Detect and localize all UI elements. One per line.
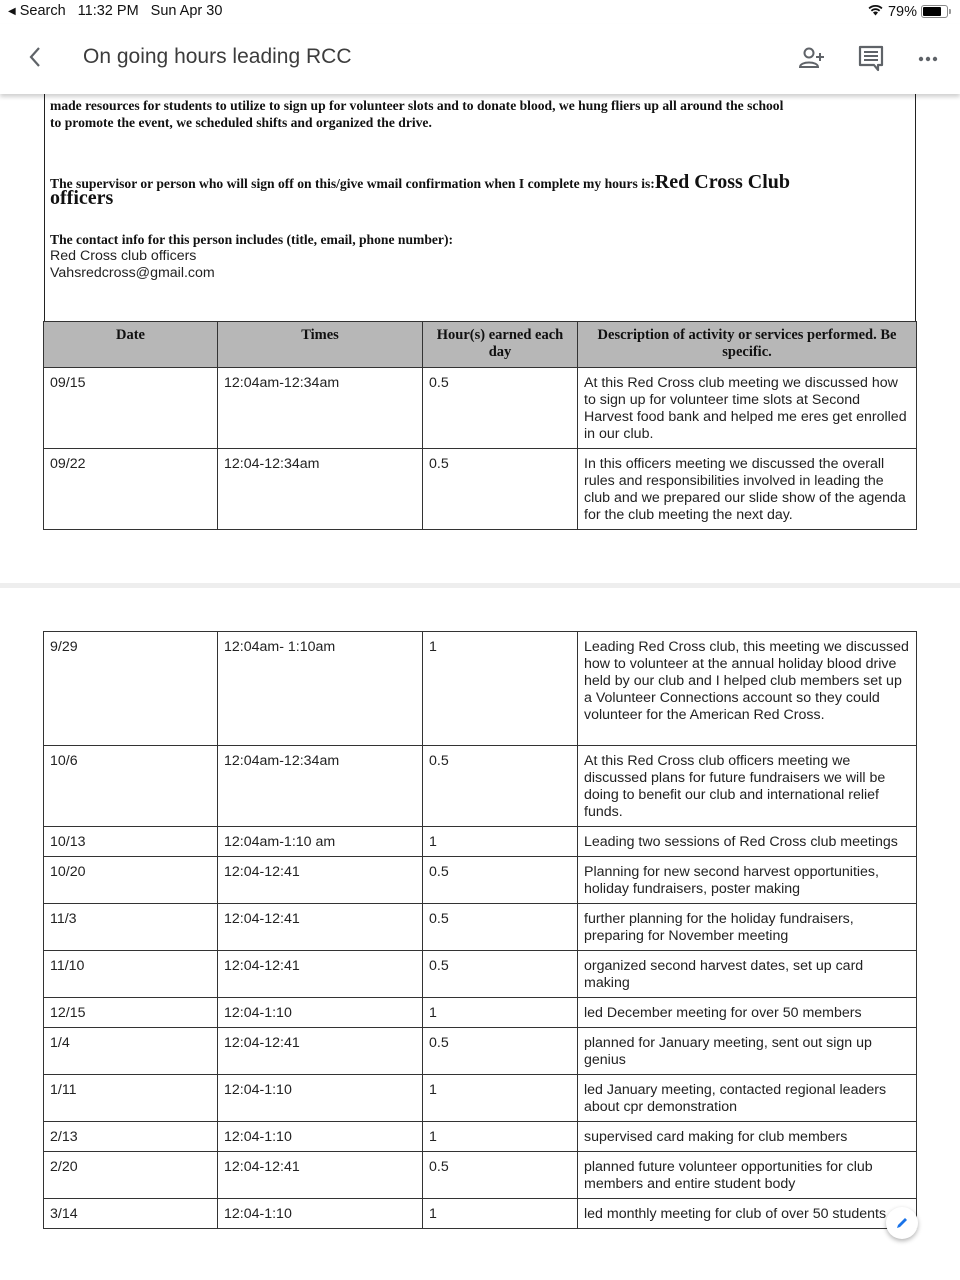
table-row	[44, 1075, 917, 1122]
table-row	[44, 1028, 917, 1075]
cell-hours: 0.5	[423, 1028, 578, 1075]
cell-times: 12:04-12:41	[218, 857, 423, 904]
cell-description: further planning for the holiday fundraisers, preparing for November meeting	[578, 904, 917, 951]
cell-hours: 0.5	[423, 368, 578, 449]
status-bar	[0, 0, 960, 24]
cell-description: led monthly meeting for club of over 50 students	[578, 1199, 917, 1229]
table-row	[44, 857, 917, 904]
cell-date: 10/6	[44, 746, 218, 827]
cell-hours: 1	[423, 827, 578, 857]
cell-description: Leading Red Cross club, this meeting we discussed how to volunteer at the annual holiday blood drive held by our club and I helped club members set up a Volunteer Connections account so they could volunteer for the American Red Cross.	[578, 632, 917, 746]
cell-date: 10/20	[44, 857, 218, 904]
share-button[interactable]	[798, 44, 828, 74]
cell-description: led January meeting, contacted regional leaders about cpr demonstration	[578, 1075, 917, 1122]
cell-hours: 1	[423, 1075, 578, 1122]
supervisor-value-line2: officers	[50, 187, 114, 209]
intro-paragraph-line1: made resources for students to utilize to sign up for volunteer slots and to donate blood, we hung fliers up all around the school	[50, 98, 784, 113]
cell-date: 11/3	[44, 904, 218, 951]
table-row	[44, 827, 917, 857]
table-row	[44, 998, 917, 1028]
back-chevron-icon	[24, 42, 48, 72]
status-time: 11:32 PM	[77, 3, 139, 19]
cell-hours: 1	[423, 1122, 578, 1152]
cell-times: 12:04-1:10	[218, 1122, 423, 1152]
cell-hours: 0.5	[423, 746, 578, 827]
back-to-app-label[interactable]: Search	[19, 3, 66, 19]
cell-times: 12:04-1:10	[218, 1199, 423, 1229]
cell-description: planned future volunteer opportunities for club members and entire student body	[578, 1152, 917, 1199]
cell-date: 09/15	[44, 368, 218, 449]
table-row	[44, 1122, 917, 1152]
cell-hours: 0.5	[423, 449, 578, 530]
header-description: Description of activity or services performed. Be specific.	[578, 322, 917, 368]
hours-table-page1	[43, 321, 917, 530]
cell-times: 12:04-12:41	[218, 904, 423, 951]
more-options-button[interactable]	[913, 44, 943, 74]
cell-description: At this Red Cross club officers meeting we discussed plans for future fundraisers we will be doing to benefit our club and international relief funds.	[578, 746, 917, 827]
comment-icon	[856, 44, 886, 74]
contact-email: Vahsredcross@gmail.com	[50, 265, 215, 281]
cell-hours: 0.5	[423, 904, 578, 951]
header-hours: Hour(s) earned each day	[423, 322, 578, 368]
document-title: On going hours leading RCC	[83, 45, 352, 68]
cell-date: 2/20	[44, 1152, 218, 1199]
cell-times: 12:04-12:34am	[218, 449, 423, 530]
table-row	[44, 632, 917, 746]
cell-date: 3/14	[44, 1199, 218, 1229]
supervisor-label: The supervisor or person who will sign off on this/give wmail confirmation when I complete my hours is:	[50, 176, 655, 191]
cell-times: 12:04am-1:10 am	[218, 827, 423, 857]
cell-date: 09/22	[44, 449, 218, 530]
contact-name: Red Cross club officers	[50, 248, 197, 264]
cell-times: 12:04-12:41	[218, 1152, 423, 1199]
cell-description: In this officers meeting we discussed the overall rules and responsibilities involved in leading the club and we prepared our slide show of the agenda for the club meeting the next day.	[578, 449, 917, 530]
back-button[interactable]	[24, 42, 48, 72]
more-options-icon	[913, 44, 943, 74]
cell-times: 12:04am-12:34am	[218, 746, 423, 827]
cell-times: 12:04-12:41	[218, 1028, 423, 1075]
cell-hours: 0.5	[423, 857, 578, 904]
cell-date: 9/29	[44, 632, 218, 746]
cell-times: 12:04am-12:34am	[218, 368, 423, 449]
cell-hours: 1	[423, 998, 578, 1028]
cell-date: 2/13	[44, 1122, 218, 1152]
table-row	[44, 368, 917, 449]
header-times: Times	[218, 322, 423, 368]
cell-times: 12:04-12:41	[218, 951, 423, 998]
edit-pencil-icon	[895, 1216, 909, 1230]
cell-description: supervised card making for club members	[578, 1122, 917, 1152]
contact-label: The contact info for this person includes (title, email, phone number):	[50, 232, 454, 247]
comments-button[interactable]	[856, 44, 886, 74]
cell-hours: 1	[423, 1199, 578, 1229]
hours-table-page2	[43, 631, 917, 1229]
cell-date: 1/11	[44, 1075, 218, 1122]
cell-date: 1/4	[44, 1028, 218, 1075]
table-row	[44, 951, 917, 998]
table-row	[44, 1152, 917, 1199]
table-row	[44, 449, 917, 530]
table-row	[44, 1199, 917, 1229]
cell-date: 12/15	[44, 998, 218, 1028]
table-row	[44, 904, 917, 951]
add-person-icon	[798, 44, 828, 74]
cell-description: organized second harvest dates, set up card making	[578, 951, 917, 998]
document-canvas[interactable]	[0, 94, 960, 1280]
cell-description: planned for January meeting, sent out sign up genius	[578, 1028, 917, 1075]
supervisor-statement	[50, 170, 900, 196]
edit-fab-button[interactable]	[886, 1207, 918, 1239]
page-break	[0, 583, 960, 588]
cell-times: 12:04am- 1:10am	[218, 632, 423, 746]
supervisor-value: Red Cross Club	[654, 171, 791, 193]
cell-hours: 0.5	[423, 951, 578, 998]
cell-hours: 1	[423, 632, 578, 746]
cell-hours: 0.5	[423, 1152, 578, 1199]
header-date: Date	[44, 322, 218, 368]
app-bar	[0, 24, 960, 94]
cell-description: At this Red Cross club meeting we discussed how to sign up for volunteer time slots at Second Harvest food bank and helped me eres get enrolled in our club.	[578, 368, 917, 449]
battery-percent: 79%	[887, 3, 917, 20]
cell-times: 12:04-1:10	[218, 998, 423, 1028]
battery-icon	[921, 5, 948, 18]
cell-date: 10/13	[44, 827, 218, 857]
status-date: Sun Apr 30	[150, 3, 223, 19]
table-row	[44, 746, 917, 827]
table-header-row	[44, 322, 917, 368]
intro-paragraph-line2: to promote the event, we scheduled shifts and organized the drive.	[50, 115, 432, 130]
cell-date: 11/10	[44, 951, 218, 998]
cell-description: Leading two sessions of Red Cross club meetings	[578, 827, 917, 857]
cell-times: 12:04-1:10	[218, 1075, 423, 1122]
cell-description: led December meeting for over 50 members	[578, 998, 917, 1028]
wifi-icon	[867, 3, 884, 20]
back-to-app-icon[interactable]: ◀	[8, 5, 16, 17]
cell-description: Planning for new second harvest opportunities, holiday fundraisers, poster making	[578, 857, 917, 904]
